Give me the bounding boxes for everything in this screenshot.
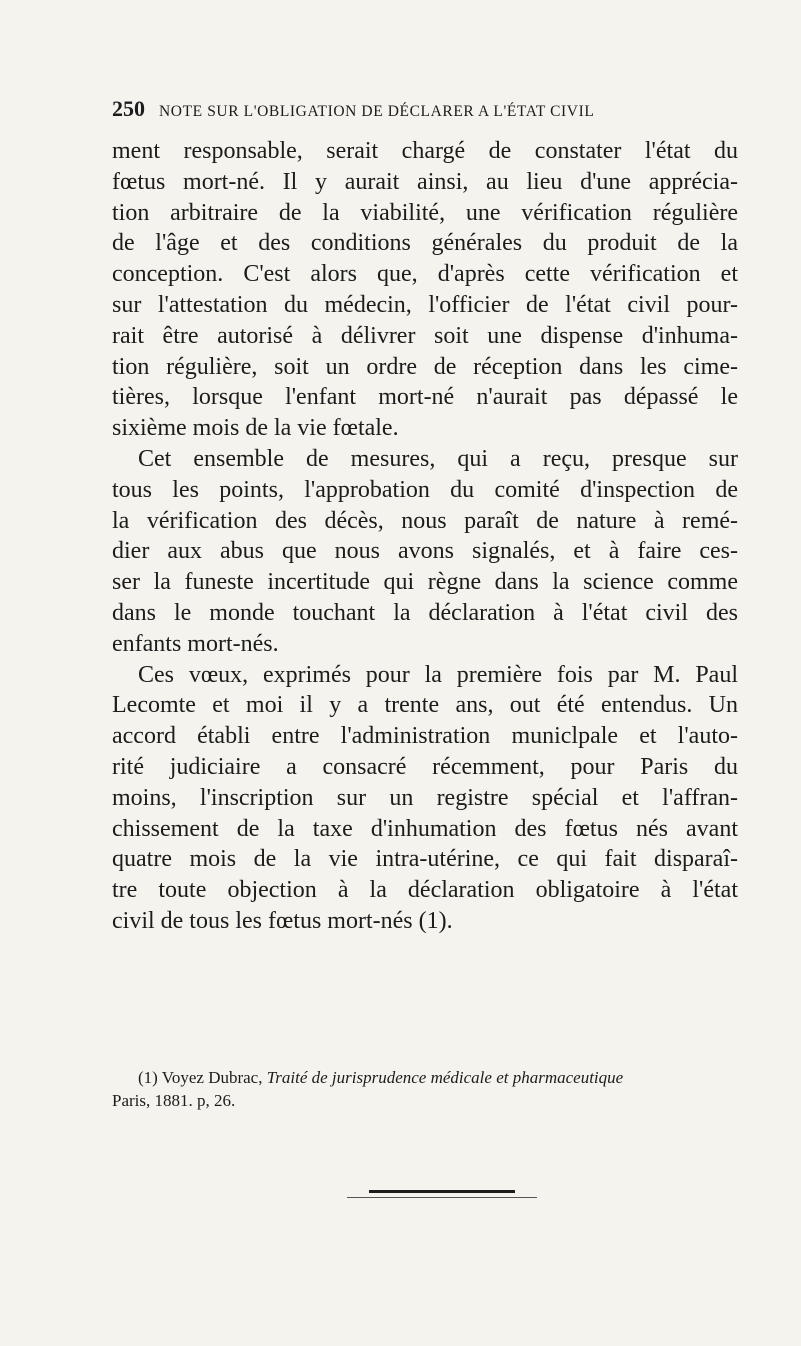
paragraph-end-line: civil de tous les fœtus mort-nés (1). xyxy=(112,907,453,934)
text-line: tion arbitraire de la viabilité, une vérification régulière xyxy=(112,199,738,226)
body-text xyxy=(112,136,738,937)
footnote xyxy=(112,1066,738,1112)
text-line: sur l'attestation du médecin, l'officier de l'état civil pour- xyxy=(112,291,738,318)
footnote-first-line xyxy=(112,1066,738,1089)
running-head xyxy=(112,96,712,130)
footnote-second-line: Paris, 1881. p, 26. xyxy=(112,1091,236,1110)
text-line: la vérification des décès, nous paraît de nature à remé- xyxy=(112,507,738,534)
text-line: tières, lorsque l'enfant mort-né n'aurait pas dépassé le xyxy=(112,384,738,411)
paragraph-start-line: Cet ensemble de mesures, qui a reçu, presque sur xyxy=(138,445,738,472)
text-line: dans le monde touchant la déclaration à l'état civil des xyxy=(112,599,738,626)
text-line: Lecomte et moi il y a trente ans, out été entendus. Un xyxy=(112,692,738,719)
end-rule-thin xyxy=(347,1197,537,1198)
text-line: de l'âge et des conditions générales du produit de la xyxy=(112,230,738,257)
text-line: dier aux abus que nous avons signalés, et à faire ces- xyxy=(112,538,738,565)
text-line: ment responsable, serait chargé de constater l'état du xyxy=(112,138,738,164)
text-line: tous les points, l'approbation du comité d'inspection de xyxy=(112,476,738,503)
text-line: moins, l'inscription sur un registre spécial et l'affran- xyxy=(112,784,738,811)
page-number: 250 xyxy=(112,96,145,121)
text-line: rait être autorisé à délivrer soit une dispense d'inhuma- xyxy=(112,322,738,349)
paragraph-end-line: sixième mois de la vie fœtale. xyxy=(112,415,399,442)
paragraph-end-line: enfants mort-nés. xyxy=(112,630,279,657)
text-line: accord établi entre l'administration municlpale et l'auto- xyxy=(112,723,738,750)
running-title: NOTE SUR L'OBLIGATION DE DÉCLARER A L'ÉTAT CIVIL xyxy=(159,103,595,120)
footnote-work-title: Traité de jurisprudence médicale et pharmaceutique xyxy=(266,1068,624,1087)
text-line: ser la funeste incertitude qui règne dans la science comme xyxy=(112,569,738,596)
text-line: rité judiciaire a consacré récemment, pour Paris du xyxy=(112,753,738,780)
text-line: tion régulière, soit un ordre de réception dans les cime- xyxy=(112,353,738,380)
text-line: conception. C'est alors que, d'après cette vérification et xyxy=(112,261,738,288)
paragraph-start-line: Ces vœux, exprimés pour la première fois par M. Paul xyxy=(138,661,738,688)
footnote-marker: (1) Voyez Dubrac, xyxy=(138,1068,263,1087)
end-rule xyxy=(369,1190,515,1193)
text-line: fœtus mort-né. Il y aurait ainsi, au lieu d'une apprécia- xyxy=(112,168,738,195)
text-line: quatre mois de la vie intra-utérine, ce qui fait disparaî- xyxy=(112,846,738,873)
text-line: tre toute objection à la déclaration obligatoire à l'état xyxy=(112,877,738,904)
text-line: chissement de la taxe d'inhumation des fœtus nés avant xyxy=(112,815,738,842)
